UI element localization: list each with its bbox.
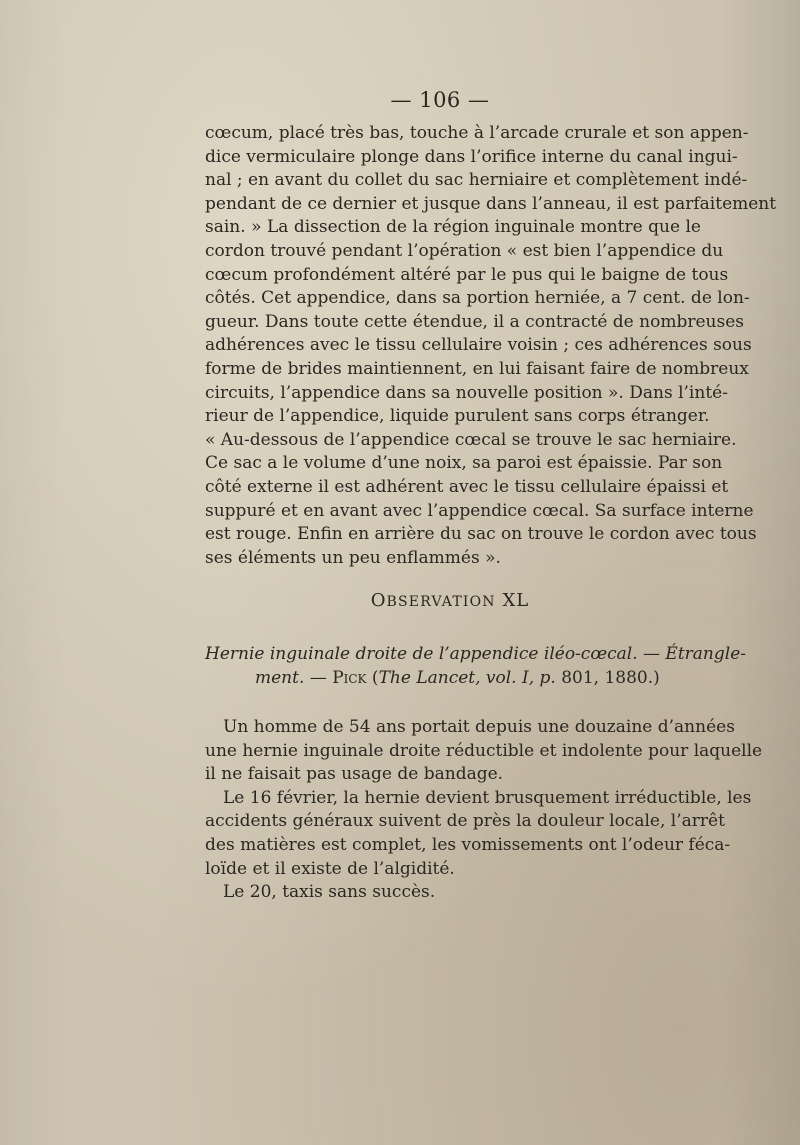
- citation-author: Pick: [332, 668, 367, 688]
- citation-ref: 801, 1880.): [555, 668, 660, 688]
- text-line: cœcum, placé très bas, touche à l’arcade crurale et son appen-: [205, 123, 749, 143]
- text-line: Le 20, taxis sans succès.: [223, 882, 436, 903]
- text-line: loïde et il existe de l’algidité.: [205, 858, 455, 879]
- citation-italic-end: ment.: [255, 668, 305, 688]
- text-line: cœcum profondément altéré par le pus qui le baigne de tous: [205, 264, 729, 285]
- text-line: est rouge. Enfin en arrière du sac on trouve le cordon avec tous: [205, 524, 757, 545]
- text-line: dice vermiculaire plonge dans l’orifice interne du canal ingui-: [205, 146, 738, 167]
- text-line: accidents généraux suivent de près la douleur locale, l’arrêt: [205, 811, 725, 832]
- text-line: cordon trouvé pendant l’opération « est bien l’appendice du: [205, 240, 724, 261]
- text-line: rieur de l’appendice, liquide purulent sans corps étranger.: [205, 406, 710, 427]
- text-line: il ne faisait pas usage de bandage.: [205, 764, 504, 785]
- text-line: côté externe il est adhérent avec le tissu cellulaire épaissi et: [205, 476, 729, 497]
- page-number: — 106 —: [390, 88, 490, 112]
- citation-line-2: [205, 666, 701, 690]
- text-line: adhérences avec le tissu cellulaire voisin ; ces adhérences sous: [205, 335, 752, 356]
- text-line: Le 16 février, la hernie devient brusquement irréductible, les: [223, 787, 752, 808]
- citation-line-1: Hernie inguinale droite de l’appendice iléo-cœcal. — Étrangle-: [205, 644, 747, 664]
- observation-heading: [0, 590, 800, 611]
- text-line: sain. » La dissection de la région inguinale montre que le: [205, 217, 701, 238]
- text-line: circuits, l’appendice dans sa nouvelle position ». Dans l’inté-: [205, 382, 728, 403]
- text-line: Un homme de 54 ans portait depuis une douzaine d’années: [223, 717, 735, 737]
- text-line: forme de brides maintiennent, en lui faisant faire de nombreux: [205, 358, 749, 379]
- text-line: des matières est complet, les vomissements ont l’odeur féca-: [205, 834, 731, 855]
- text-line: suppuré et en avant avec l’appendice cœcal. Sa surface interne: [205, 500, 754, 521]
- text-line: « Au-dessous de l’appendice cœcal se trouve le sac herniaire.: [205, 429, 737, 450]
- observation-number: XL: [502, 590, 530, 611]
- citation-dash: —: [304, 668, 333, 688]
- text-line: gueur. Dans toute cette étendue, il a contracté de nombreuses: [205, 311, 744, 332]
- paragraph-dissection: [205, 122, 777, 570]
- observation-citation: [205, 642, 747, 690]
- text-line: une hernie inguinale droite réductible et indolente pour laquelle: [205, 740, 763, 761]
- text-line: ses éléments un peu enflammés ».: [205, 547, 501, 568]
- observation-word: OBSERVATION: [370, 590, 496, 611]
- text-line: nal ; en avant du collet du sac herniaire et complètement indé-: [205, 170, 748, 191]
- citation-journal: The Lancet, vol. I, p.: [378, 668, 556, 688]
- citation-paren: (: [366, 668, 379, 688]
- paragraph-case: [205, 716, 763, 905]
- text-line: Ce sac a le volume d’une noix, sa paroi est épaissie. Par son: [205, 453, 723, 474]
- text-line: côtés. Cet appendice, dans sa portion herniée, a 7 cent. de lon-: [205, 288, 750, 309]
- text-line: pendant de ce dernier et jusque dans l’anneau, il est parfaitement: [205, 193, 777, 214]
